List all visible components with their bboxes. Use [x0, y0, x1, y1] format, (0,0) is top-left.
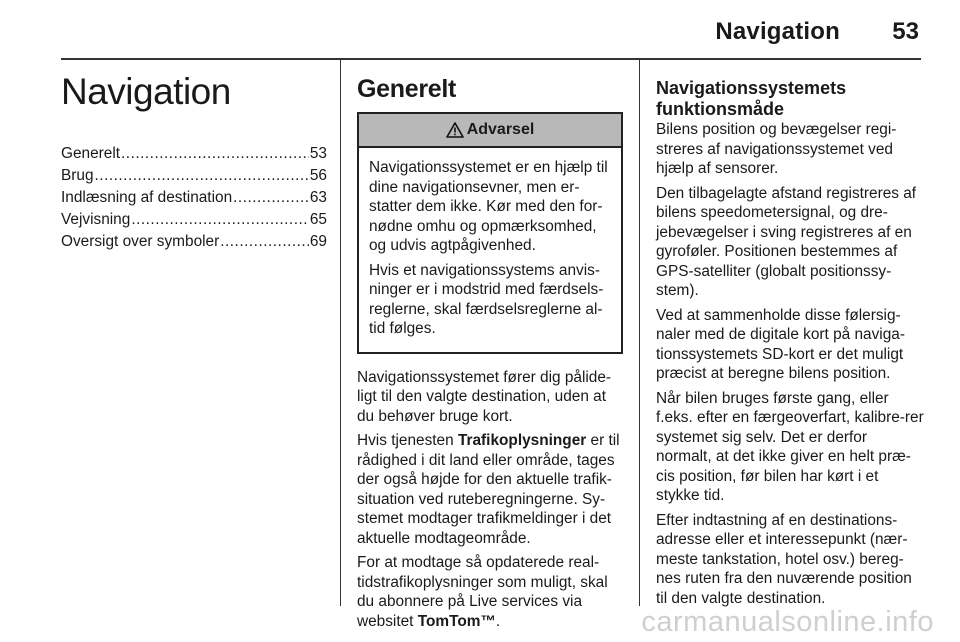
- warning-triangle-icon: [446, 122, 464, 138]
- warning-box: [357, 112, 623, 354]
- body-paragraph: Efter indtastning af en destinations-adresse eller et interessepunkt (nær-meste tankstation, hotel osv.) bereg-nes ruten fra den nuværende position til den valgte destination.: [656, 511, 912, 607]
- chapter-column: [61, 66, 327, 253]
- trafikoplysninger-term: Trafikoplysninger: [457, 432, 587, 449]
- body-text: Hvis tjenesten: [357, 432, 458, 449]
- body-paragraph: Den tilbagelagte afstand registreres af bilens speedometersignal, og dre-jebevægelser i sving registreres af en gyroføler. Positionen bestemmes af GPS-satelliter (globalt positionssy-stem).: [656, 184, 917, 299]
- body-paragraph: [357, 553, 623, 631]
- toc-entry-brug[interactable]: [61, 165, 327, 187]
- watermark: carmanualsonline.info: [641, 606, 934, 638]
- toc-entry-oversigt[interactable]: [61, 231, 327, 253]
- generelt-column: [357, 74, 623, 636]
- toc-entry-indlaesning[interactable]: [61, 187, 327, 209]
- body-text: For at modtage så opdaterede real-tidstrafikoplysninger som muligt, skal du abonnere på Live services via websitet: [357, 554, 608, 630]
- toc-entry-label: Indlæsning af destination: [61, 189, 233, 206]
- section-title-generelt: Generelt: [357, 75, 457, 103]
- body-paragraph: Navigationssystemet fører dig pålide-ligt til den valgte destination, uden at du behøver bruge kort.: [357, 368, 612, 425]
- toc-entry-label: Brug: [61, 167, 94, 184]
- table-of-contents: [61, 143, 327, 253]
- toc-leader: [233, 187, 309, 209]
- toc-entry-label: Oversigt over symboler: [61, 233, 220, 250]
- warning-paragraph: Navigationssystemet er en hjælp til dine navigationsevner, men er-statter dem ikke. Kør med den for-nødne omhu og opmærksomhed, og udvis agtpågivenhed.: [369, 159, 608, 254]
- body-text: .: [495, 612, 501, 630]
- body-text: er til rådighed i dit land eller område, tages der også højde for den aktuelle trafik-situation ved ruteberegningerne. Sy-stemet modtager trafikmeldinger i det aktuelle modtageområde.: [357, 432, 620, 547]
- toc-entry-page: 56: [309, 167, 327, 184]
- toc-leader: [131, 209, 309, 231]
- header-page-number: 53: [892, 18, 919, 45]
- body-paragraph: Ved at sammenholde disse følersig-naler med de digitale kort på naviga-tionssystemets SD-kort er det muligt præcist at beregne bilens position.: [656, 306, 905, 382]
- header-rule: [61, 58, 921, 60]
- toc-leader: [121, 143, 309, 165]
- toc-leader: [220, 231, 309, 253]
- toc-entry-page: 65: [309, 211, 327, 228]
- page-header: [0, 0, 960, 58]
- toc-entry-page: 53: [309, 145, 327, 162]
- warning-paragraph: Hvis et navigationssystems anvis-ninger er i modstrid med færdsels-reglerne, skal færdselsreglerne al-tid følges.: [369, 261, 604, 337]
- warning-header: [359, 114, 621, 148]
- toc-entry-page: 69: [309, 233, 327, 250]
- header-title: Navigation: [715, 18, 840, 45]
- toc-entry-label: Vejvisning: [61, 211, 131, 228]
- toc-entry-generelt[interactable]: [61, 143, 327, 165]
- body-paragraph: Bilens position og bevægelser regi-streres af navigationssystemet ved hjælp af sensorer.: [656, 121, 897, 177]
- column-divider-left: [340, 60, 341, 606]
- funktion-column: [656, 78, 924, 613]
- toc-entry-label: Generelt: [61, 145, 121, 162]
- column-divider-right: [639, 60, 640, 606]
- warning-body: [359, 148, 621, 352]
- warning-label: Advarsel: [466, 121, 535, 138]
- generelt-body: [357, 368, 623, 632]
- body-paragraph: Når bilen bruges første gang, eller f.eks. efter en færgeoverfart, kalibre-rer systemet sig selv. Det er derfor normalt, at det ikke giver en helt præ-cis position, før bilen har kørt i et stykke tid.: [656, 389, 924, 504]
- toc-entry-page: 63: [309, 189, 327, 206]
- toc-leader: [95, 165, 309, 187]
- tomtom-term: TomTom™: [417, 612, 496, 630]
- section-title-funktion: Navigationssystemets funktionsmåde: [656, 78, 847, 119]
- body-paragraph: [357, 431, 623, 548]
- toc-entry-vejvisning[interactable]: [61, 209, 327, 231]
- chapter-title: Navigation: [61, 71, 231, 112]
